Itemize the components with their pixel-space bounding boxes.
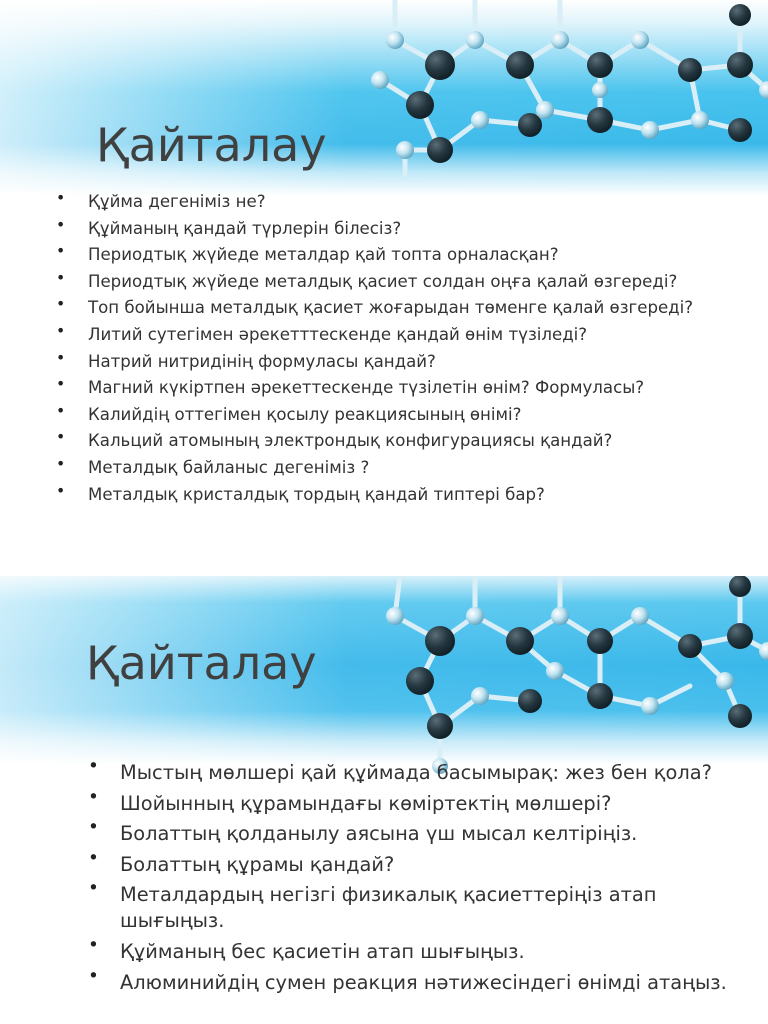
question-item: • Периодтық жүйеде металдар қай топта орналасқан? xyxy=(88,243,748,266)
question-item: • Топ бойынша металдық қасиет жоғарыдан төменге қалай өзгереді? xyxy=(88,296,748,319)
question-item: • Магний күкіртпен әрекеттескенде түзілетін өнім? Формуласы? xyxy=(88,376,748,399)
question-item: • Құйма дегеніміз не? xyxy=(88,190,748,213)
question-item: • Кальций атомының электрондық конфигурациясы қандай? xyxy=(88,429,748,452)
question-item: • Металдық байланыс дегеніміз ? xyxy=(88,456,748,479)
question-item: • Периодтық жүйеде металдық қасиет солдан оңға қалай өзгереді? xyxy=(88,270,748,293)
question-item: • Шойынның құрамындағы көміртектің мөлшері? xyxy=(120,791,740,817)
question-item: • Металдардың негізгі физикалық қасиеттеріңіз атап шығыңыз. xyxy=(120,882,740,934)
question-item: • Құйманың қандай түрлерін білесіз? xyxy=(88,217,748,240)
question-list xyxy=(120,760,740,1000)
question-item: • Алюминийдің сумен реакция нәтижесіндегі өнімді атаңыз. xyxy=(120,970,740,996)
question-item: • Мыстың мөлшері қай құймада басымырақ: жез бен қола? xyxy=(120,760,740,786)
question-item: • Натрий нитридінің формуласы қандай? xyxy=(88,350,748,373)
slide-title: Қайталау xyxy=(96,118,327,172)
question-item: • Болаттың қолданылу аясына үш мысал келтіріңіз. xyxy=(120,821,740,847)
question-item: • Болаттың құрамы қандай? xyxy=(120,852,740,878)
question-list xyxy=(88,190,748,509)
question-item: • Литий сутегімен әрекетттескенде қандай өнім түзіледі? xyxy=(88,323,748,346)
slide-title: Қайталау xyxy=(86,636,317,690)
question-item: • Құйманың бес қасиетін атап шығыңыз. xyxy=(120,939,740,965)
question-item: • Металдық кристалдық тордың қандай типтері бар? xyxy=(88,483,748,506)
slide-2 xyxy=(0,576,768,1024)
question-item: • Калийдің оттегімен қосылу реакциясының өнімі? xyxy=(88,403,748,426)
